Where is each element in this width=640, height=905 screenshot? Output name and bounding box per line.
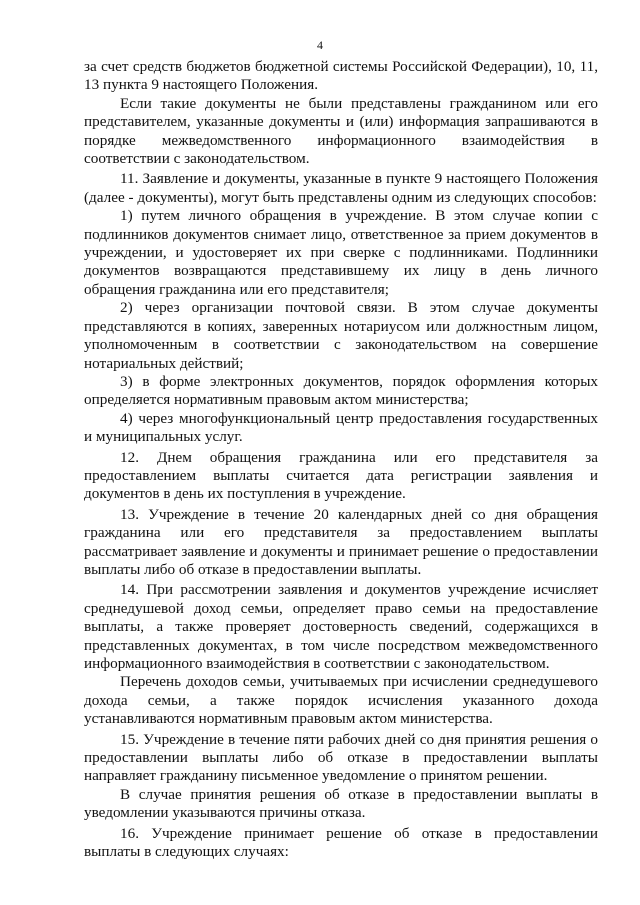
page-number: 4 [317, 38, 323, 52]
paragraph-documents-not-submitted: Если такие документы не были представлены гражданином или его представителем, указанные документы и (или) информация запрашиваются в порядке межведомственного информационного взаимодействия в соответствии с законодательством. [84, 94, 598, 168]
document-body [84, 58, 598, 861]
paragraph-13: 13. Учреждение в течение 20 календарных дней со дня обращения гражданина или его представителя за предоставлением выплаты рассматривает заявление и документы и принимает решение о предоставлении выплаты либо об отказе в предоставлении выплаты. [84, 505, 598, 578]
paragraph-14: 14. При рассмотрении заявления и документов учреждение исчисляет среднедушевой доход семьи, определяет право семьи на предоставление выплаты, а также проверяет достоверность сведений, содержащихся в представленных документах, в том числе посредством межведомственного информационного взаимодействия в соответствии с законодательством. [84, 581, 598, 672]
paragraph-11-item-2: 2) через организации почтовой связи. В этом случае документы представляются в копиях, заверенных нотариусом или должностным лицом, уполномоченным в соответствии с законодательством на совершение нотариальных действий; [84, 299, 598, 372]
paragraph-refusal-reasons: В случае принятия решения об отказе в предоставлении выплаты в уведомлении указываются причины отказа. [84, 785, 598, 822]
paragraph-15: 15. Учреждение в течение пяти рабочих дней со дня принятия решения о предоставлении выплаты либо об отказе в предоставлении выплаты направляет гражданину письменное уведомление о принятом решении. [84, 730, 598, 785]
paragraph-12: 12. Днем обращения гражданина или его представителя за предоставлением выплаты считается дата регистрации заявления и документов в день их поступления в учреждение. [84, 448, 598, 503]
paragraph-11: 11. Заявление и документы, указанные в пункте 9 настоящего Положения (далее - документы), могут быть представлены одним из следующих способов: [84, 170, 598, 206]
paragraph-11-item-3: 3) в форме электронных документов, порядок оформления которых определяется нормативным правовым актом министерства; [84, 372, 598, 409]
paragraph-16: 16. Учреждение принимает решение об отказе в предоставлении выплаты в следующих случаях: [84, 824, 598, 861]
paragraph-11-item-1: 1) путем личного обращения в учреждение. В этом случае копии с подлинников документов снимает лицо, ответственное за прием документов в учреждении, и удостоверяет их при сверке с подлинниками. Подлинники документов возвращаются представившему их лицу в день личного обращения гражданина или его представителя; [84, 207, 598, 298]
paragraph-continuation: за счет средств бюджетов бюджетной системы Российской Федерации), 10, 11, 13 пункта 9 настоящего Положения. [84, 58, 598, 94]
paragraph-income-list: Перечень доходов семьи, учитываемых при исчислении среднедушевого дохода семьи, а также порядок исчисления указанного дохода устанавливаются нормативным правовым актом министерства. [84, 673, 598, 728]
paragraph-11-item-4: 4) через многофункциональный центр предоставления государственных и муниципальных услуг. [84, 409, 598, 446]
